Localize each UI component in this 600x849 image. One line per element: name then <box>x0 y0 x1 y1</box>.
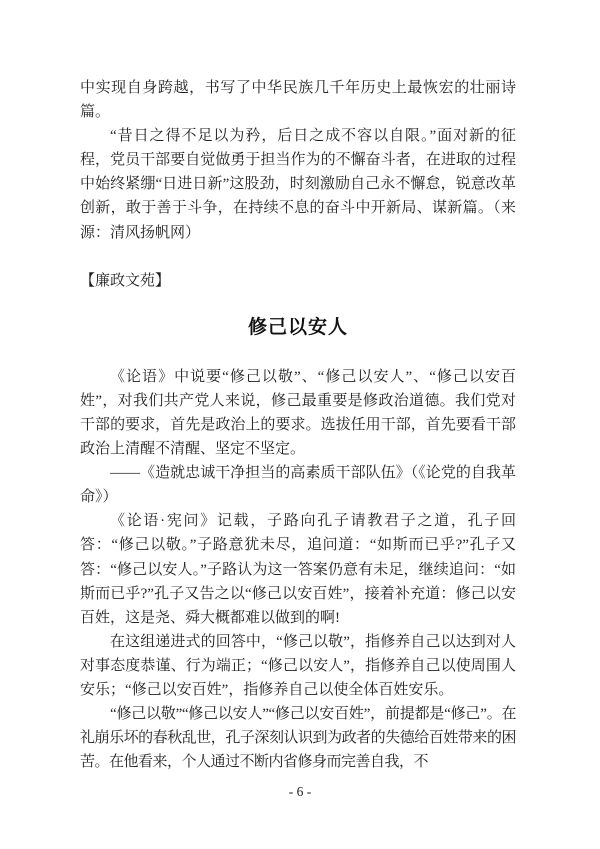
article-paragraph: 《论语·宪问》记载，子路向孔子请教君子之道，孔子回答：“修己以敬。”子路意犹未尽，追问道：“如斯而已乎?”孔子又答：“修己以安人。”子路认为这一答案仍意有未足，继续追问：“如斯而已乎?”孔子又告之以“修己以安百姓”，接着补充道：修己以安百姓，这是尧、舜大概都难以做到的啊! <box>80 513 516 626</box>
body-paragraph: “昔日之得不足以为矜，后日之成不容以自限。”面对新的征程，党员干部要自觉做勇于担当作为的不懈奋斗者，在进取的过程中始终紧绷“日进日新”这股劲，时刻激励自己永不懈怠，锐意改革创新，敢于善于斗争，在持续不息的奋斗中开新局、谋新篇。（来源：清风扬帆网） <box>80 128 516 241</box>
article-paragraph: “修己以敬”“修己以安人”“修己以安百姓”，前提都是“修己”。在礼崩乐坏的春秋乱世，孔子深刻认识到为政者的失德给百姓带来的困苦。在他看来，个人通过不断内省修身而完善自我，不 <box>80 706 516 771</box>
page-number: - 6 - <box>288 784 312 799</box>
body-paragraph-continuation: 中实现自身跨越，书写了中华民族几千年历史上最恢宏的壮丽诗篇。 <box>80 80 516 121</box>
article-paragraph: 在这组递进式的回答中，“修己以敬”，指修养自己以达到对人对事态度恭谨、行为端正；“修己以安人”，指修养自己以使周围人安乐；“修己以安百姓”，指修养自己以使全体百姓安乐。 <box>80 633 516 698</box>
page-content <box>80 76 516 774</box>
article-paragraph: 《论语》中说要“修己以敬”、“修己以安人”、“修己以安百姓”，对我们共产党人来说，修己最重要是修政治道德。我们党对干部的要求，首先是政治上的要求。选拔任用干部，首先要看干部政治上清醒不清醒、坚定不坚定。 <box>80 368 516 458</box>
article-title: 修己以安人 <box>247 316 348 338</box>
quote-attribution: ——《造就忠诚干净担当的高素质干部队伍》（《论党的自我革命》） <box>80 465 516 506</box>
section-heading: 【廉政文苑】 <box>80 272 171 289</box>
